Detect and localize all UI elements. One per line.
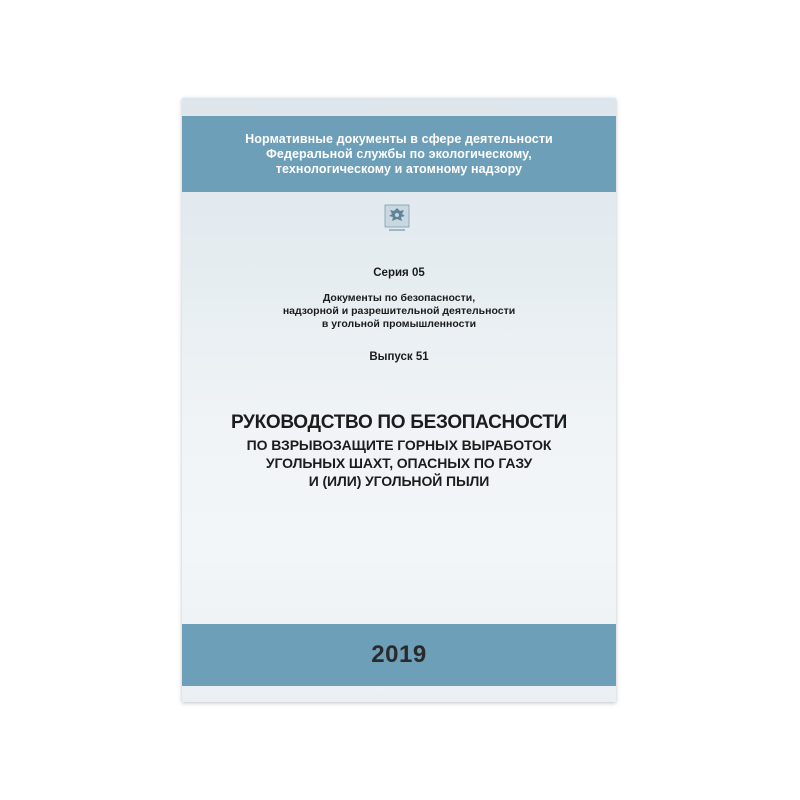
documents-description	[182, 292, 616, 331]
book-cover	[182, 98, 616, 702]
issue-label: Выпуск 51	[369, 351, 429, 363]
sub-title-line-2: УГОЛЬНЫХ ШАХТ, ОПАСНЫХ ПО ГАЗУ	[265, 455, 533, 471]
double-headed-eagle-emblem-icon	[384, 204, 410, 234]
sub-title-line-1: ПО ВЗРЫВОЗАЩИТЕ ГОРНЫХ ВЫРАБОТОК	[246, 437, 552, 453]
header-band	[182, 116, 616, 192]
header-line-1: Нормативные документы в сфере деятельности	[245, 131, 553, 146]
sub-title-line-3: И (ИЛИ) УГОЛЬНОЙ ПЫЛИ	[308, 473, 490, 489]
series-label: Серия 05	[373, 267, 425, 279]
header-line-3: технологическому и атомному надзору	[275, 161, 523, 176]
publication-year: 2019	[371, 641, 427, 668]
main-title: РУКОВОДСТВО ПО БЕЗОПАСНОСТИ	[230, 412, 568, 433]
documents-line-2: надзорной и разрешительной деятельности	[282, 305, 516, 317]
sub-title	[182, 436, 616, 490]
documents-line-1: Документы по безопасности,	[322, 292, 476, 304]
header-line-2: Федеральной службы по экологическому,	[266, 146, 532, 161]
documents-line-3: в угольной промышленности	[321, 318, 477, 330]
footer-band	[182, 624, 616, 686]
